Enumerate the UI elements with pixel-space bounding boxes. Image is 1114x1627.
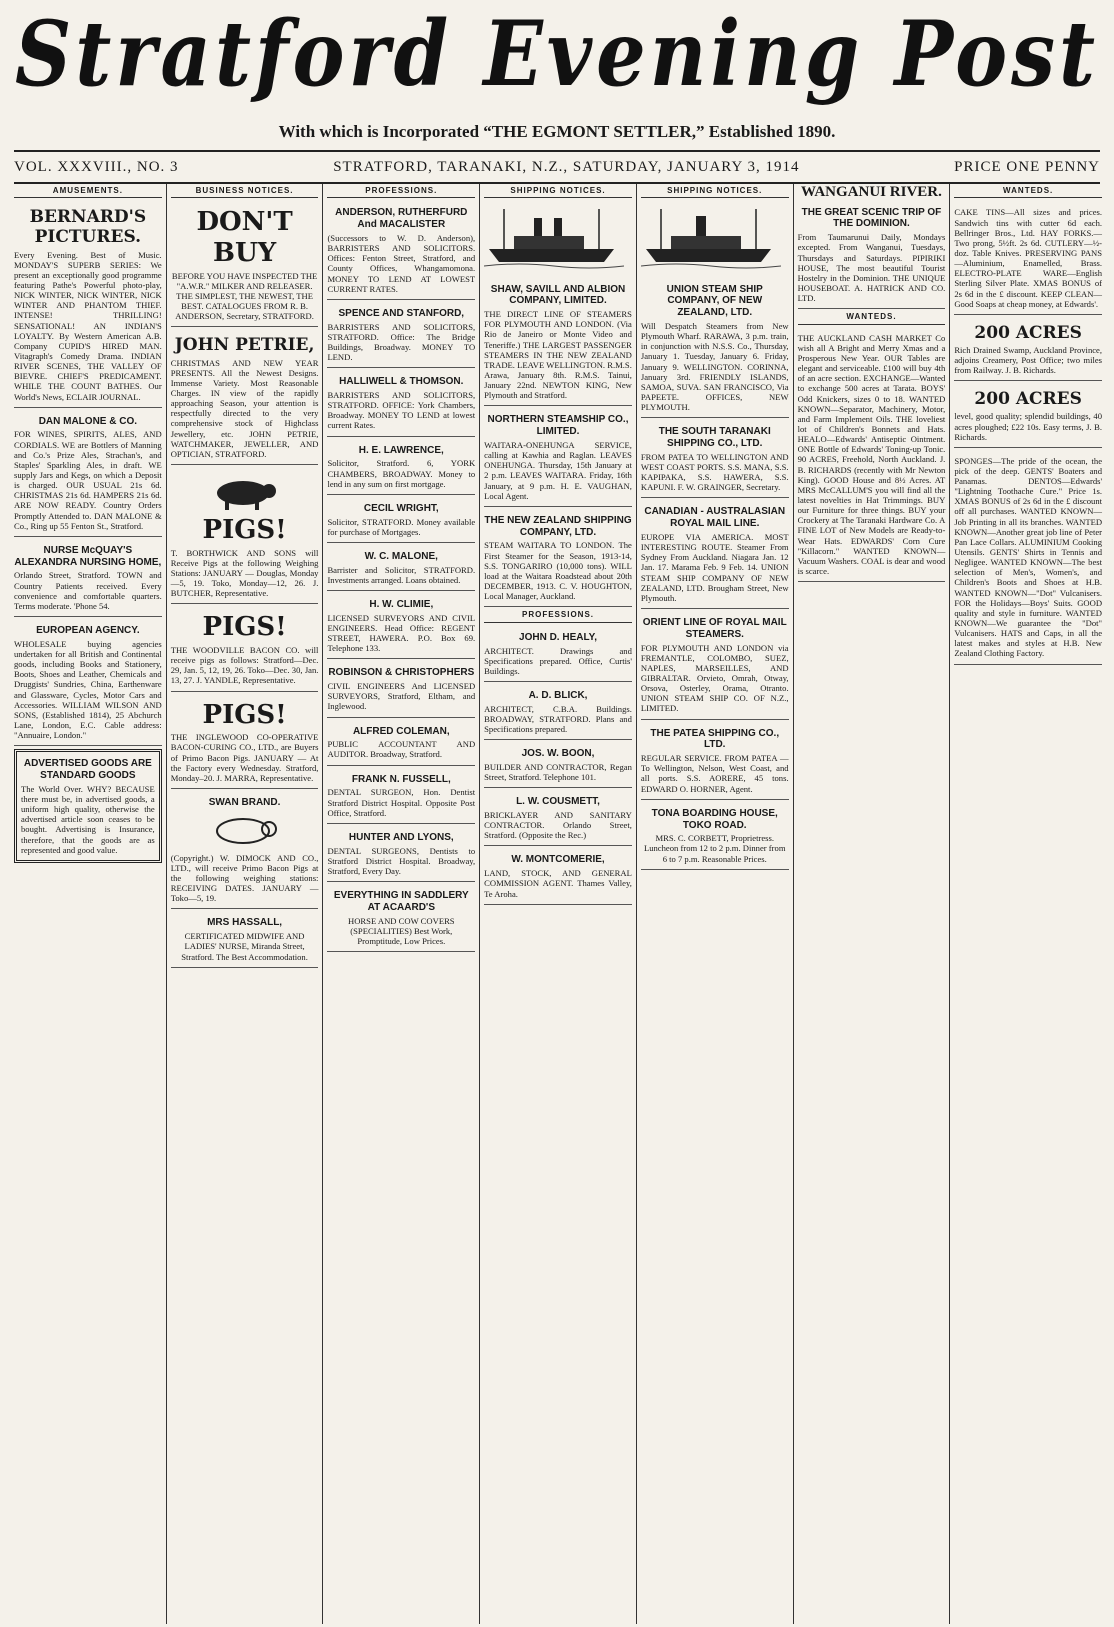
volume-number: VOL. XXXVIII., NO. 3 [14, 158, 179, 175]
advert [484, 743, 632, 788]
advert-body: BEFORE YOU HAVE INSPECTED THE "A.W.R." MILKER AND RELEASER. THE SIMPLEST, THE NEWEST, THE BEST. CATALOGUES FROM R. B. ANDERSON, Secretary, STRATFORD. [171, 270, 318, 322]
advert [327, 594, 475, 659]
column-header: WANTEDS. [954, 186, 1102, 198]
advert [327, 202, 475, 299]
advert-heading: JOHN D. HEALY, [519, 631, 597, 643]
advert-heading: HUNTER AND LYONS, [348, 831, 454, 843]
advert-heading: THE GREAT SCENIC TRIP OF THE DOMINION. [801, 206, 942, 230]
column-amusements [10, 184, 167, 1624]
newspaper-title: Stratford Evening Post [14, 2, 1100, 107]
advert-heading: SWAN BRAND. [208, 796, 281, 808]
advert [641, 279, 789, 419]
advert [14, 620, 162, 746]
advert [14, 540, 162, 617]
column-header: BUSINESS NOTICES. [171, 186, 319, 198]
advert-heading: DAN MALONE & CO. [38, 415, 138, 427]
advert-body: WAITARA-ONEHUNGA SERVICE, calling at Kawhia and Raglan. LEAVES ONEHUNGA. Thursday, 15th January at 2 p.m. LEAVES WAITARA. Friday, 16th January, at 9 p.m. H. E. VAUGHAN, Local Agent. [484, 440, 632, 501]
advert-heading: UNION STEAM SHIP COMPANY, OF NEW ZEALAND, LTD. [666, 283, 763, 319]
advert [14, 411, 162, 537]
advert [171, 607, 319, 691]
advert-heading: H. E. LAWRENCE, [358, 444, 444, 456]
advert-body: THE WOODVILLE BACON CO. will receive pigs as follows: Stratford—Dec. 29, Jan. 5, 12, 19, 26. Toko—Dec. 30, Jan. 13, 27. J. YANDLE, Representative. [170, 644, 319, 686]
advert [798, 329, 946, 582]
advert [171, 202, 319, 327]
advert-heading: L. W. COUSMETT, [516, 796, 600, 808]
advert [171, 912, 319, 967]
advert [327, 769, 475, 824]
column-header: PROFESSIONS. [327, 186, 475, 198]
steamship-icon [484, 204, 624, 274]
advert-body: FOR WINES, SPIRITS, ALES, AND CORDIALS. WE are Bottlers of Manning and Co.'s Prize Ales, Strachan's, and Staples' Sparkling Ales, in draft. WE supply Jars and Kegs, on which a Deposit is charged. OUR USUAL 21s 6d. CHRISTMAS 21s 6d. HAMPERS 21s 6d. ARE NOW READY. Country Orders Promptly Attended to. DAN MALONE & Co., Ring up 55 Fenton St., Stratford. [14, 429, 162, 531]
advert-heading: ALFRED COLEMAN, [352, 725, 450, 737]
advert [327, 546, 475, 591]
advert-heading: W. C. MALONE, [364, 550, 438, 562]
advert [954, 451, 1102, 665]
advert [484, 510, 632, 607]
advert [641, 421, 789, 498]
advert-body: Solicitor, Stratford. 6, YORK CHAMBERS, BROADWAY. Money to lend in any sum on first mortgage. [327, 458, 476, 489]
advert-body: ARCHITECT. Drawings and Specifications prepared. Office, Curtis' Buildings. [484, 645, 632, 676]
advert [327, 371, 475, 436]
advert [641, 803, 789, 870]
advert-body: (Copyright.) W. DIMOCK AND CO., LTD., will receive Primo Bacon Pigs at the following weighing stations: RECEIVING DATES. JANUARY — Toko—5, 19. [170, 852, 319, 904]
advert-heading: H. W. CLIMIE, [369, 598, 434, 610]
advert [484, 849, 632, 904]
advert [954, 318, 1102, 381]
advert-heading: PIGS! [202, 612, 287, 643]
price: PRICE ONE PENNY [954, 158, 1100, 175]
advert-body: HORSE AND COW COVERS (SPECIALITIES) Best Work, Promptitude, Low Prices. [348, 915, 455, 946]
advert-heading: EVERYTHING IN SADDLERY AT ACAARD'S [333, 890, 469, 913]
advert-body: CAKE TINS—All sizes and prices. Sandwich tins with cutter 6d each. Bellringer Bros., Ltd. HAY FORKS.—Two prong, 5½ft. 2s 6d. CUTLERY—½-doz. Table Knives. PRESERVING PANS—Aluminium, Enamelled, Brass. ELECTRO-PLATE WARE—English Sterling Silver Plate. XMAS BONUS of 2s 6d in the £ discount. KEEP CLEAN—Good Soaps at cheap money, at Edwards'. [954, 207, 1103, 309]
advert [14, 202, 162, 407]
advert-body: level, good quality; splendid buildings, 40 acres ploughed; £22 10s. Easy terms, J. B. Richards. [954, 411, 1103, 442]
advert-heading: W. MONTCOMERIE, [511, 854, 605, 866]
advert-heading: A. D. BLICK, [528, 689, 588, 701]
pig-icon [205, 473, 285, 513]
advert-body: BARRISTERS AND SOLICITORS, STRATFORD. Office: The Bridge Buildings, Broadway. MONEY TO LEND. [327, 321, 476, 363]
advert-heading: JOS. W. BOON, [521, 748, 595, 760]
advert-body: FROM PATEA TO WELLINGTON AND WEST COAST PORTS. S.S. MANA, S.S. KAPIPAKA, S.S. HAWERA, S.S. KAPUNI. F. W. GRAINGER, Secretary. [640, 451, 789, 493]
advert [327, 498, 475, 543]
advert-heading: TONA BOARDING HOUSE, TOKO ROAD. [651, 807, 778, 831]
advert-heading: SHAW, SAVILL AND ALBION COMPANY, LIMITED. [490, 283, 626, 307]
column-wanganui-wanteds [794, 184, 951, 1624]
column-wanteds [950, 184, 1106, 1624]
advert-heading: CECIL WRIGHT, [363, 502, 439, 514]
columns [10, 184, 1106, 1624]
advert [327, 721, 475, 766]
advert-body: Solicitor, STRATFORD. Money available for purchase of Mortgages. [327, 516, 476, 537]
advert-body: ARCHITECT, C.B.A. Buildings. BROADWAY, STRATFORD. Plans and Specifications prepared. [484, 703, 632, 735]
column-professions [323, 184, 480, 1624]
advert-body: LICENSED SURVEYORS AND CIVIL ENGINEERS. Head Office: REGENT STREET, HAWERA. P.O. Box 69. Telephone 133. [327, 612, 476, 654]
advert [327, 885, 475, 952]
advert-body: From Taumarunui Daily, Mondays excepted. From Wanganui, Tuesdays, Thursdays and Saturdays. PIPIRIKI HOUSE, The most beautiful Tourist Hostelry in the Dominion. THE UNIQUE HOUSEBOAT. A. HATRICK AND CO. LTD. [797, 232, 946, 304]
advert-body: BARRISTERS AND SOLICITORS, STRATFORD. OFFICE: York Chambers, Broadway. MONEY TO LEND at lowest current Rates. [327, 390, 476, 431]
pig-icon [205, 811, 285, 851]
column-header: SHIPPING NOTICES. [641, 186, 789, 198]
advert [484, 685, 632, 740]
advert-body: Rich Drained Swamp, Auckland Province, adjoins Creamery, Post Office; two miles from Railway. J. B. Richards. [954, 344, 1103, 376]
advert-body: EUROPE VIA AMERICA. MOST INTERESTING ROUTE. Steamer From Sydney From Auckland. Niagara Jan. 12 Jan. 17. Marama Feb. 9 Feb. 14. UNION STEAM SHIP COMPANY OF NEW ZEALAND, LTD. Brougham Street, New Plymouth. [640, 531, 789, 603]
advert-body: THE DIRECT LINE OF STEAMERS FOR PLYMOUTH AND LONDON. (Via Rio de Janeiro or Monte Video and Teneriffe.) THE LARGEST PASSENGER STEAMERS IN THE NEW ZEALAND TRADE. LEAVE WELLINGTON. R.M.S. Arawa, January 8th. R.M.S. Tainui, January 22nd. NEWTON KING, New Plymouth and Stratford. [484, 309, 632, 401]
advert-heading: ADVERTISED GOODS ARE STANDARD GOODS [23, 758, 152, 781]
advert-heading: ORIENT LINE OF ROYAL MAIL STEAMERS. [642, 616, 787, 640]
advert-heading: JOHN PETRIE, [174, 335, 315, 356]
place-date: STRATFORD, TARANAKI, N.Z., SATURDAY, JANUARY 3, 1914 [333, 158, 800, 175]
advert-body: BUILDER AND CONTRACTOR, Regan Street, Stratford. Telephone 101. [484, 761, 632, 783]
advert-body: CHRISTMAS AND NEW YEAR PRESENTS. All the Newest Designs. Immense Variety. Most Reasonable Charges. IN view of the rapidly approaching Season, your attention is respectfully directed to the very comprehensive stock of Highclass Jewellery, etc. JOHN PETRIE, WATCHMAKER, JEWELLER, AND OPTICIAN, STRATFORD. [170, 357, 319, 459]
advert-body: THE AUCKLAND CASH MARKET Co wish all A Bright and Merry Xmas and a Prosperous New Year. OUR Tables are elegant and serviceable. £100 will buy 4th of an acre section. EXCHANGE—Wanted to exchange 500 acres at Tarata. BOYS' Odd Knickers, sizes 0 to 18. WANTED KNOWN—Separator, Machinery, Motor, and Farm Implement Oils. THE loveliest lot of Children's Bonnets and Hats. HEALO—Edwards' Antiseptic Ointment. ONE Bottle of Edwards' Toning-up Tonic. 90 ACRES, Freehold, North Auckland. J. B. RICHARDS (recently with Mr Newton King). GOOD House and 8½ Acres. AT MRS McCALLUM'S you will find all the latest novelties in Hat Trimmings. BUY our Furniture for three things. BUY your Crockery at The Taranaki Hardware Co. A FINE LOT of New Models are Ready-to-Wear Hats. EDWARDS' Corn Cure "Killacorn." WANTED KNOWN—Vacuum Washers. COAL is dear and wood is scarce. [797, 332, 946, 576]
advert-body: SPONGES—The pride of the ocean, the pick of the deep. GENTS' Boaters and Panamas. DENTOS—Edwards' "Lightning Toothache Cure." Price 1s. XMAS BONUS of 2s 6d in the £ discount off all purchases. WANTED KNOWN—Job Printing in all its branches. WANTED KNOWN—Another great job line of Peter Pan Lace Collars. ALUMINIUM Cooking Utensils. GENTS' Shirts in Tennis and Negligee. WANTED KNOWN—The best selection of Men's, Women's, and Children's Boots and Shoes at H.B. WANTED KNOWN—"Dot" Vulcanisers. FOR the Holidays—Boys' Suits. GOOD quality and style in furniture. WANTED KNOWN—We guarantee the "Dot" Vulcanisers. HATS and Caps, in all the latest makes and styles at H.B. New Zealand Clothing Factory. [954, 455, 1103, 659]
advert [327, 303, 475, 368]
section-header: PROFESSIONS. [484, 610, 632, 622]
advert-heading: MRS HASSALL, [207, 917, 283, 929]
advert-heading: THE NEW ZEALAND SHIPPING COMPANY, LTD. [484, 514, 632, 538]
advert [327, 440, 475, 495]
advert-heading: SPENCE AND STANFORD, [338, 307, 465, 319]
advert-heading: THE SOUTH TARANAKI SHIPPING CO., LTD. [658, 426, 771, 450]
advert-heading: EUROPEAN AGENCY. [36, 625, 140, 636]
masthead-subtitle: With which is Incorporated “THE EGMONT SETTLER,” Established 1890. [278, 122, 836, 141]
column-header: AMUSEMENTS. [14, 186, 162, 198]
advert-heading: PIGS! [202, 699, 287, 730]
advert-heading: HALLIWELL & THOMSON. [339, 376, 464, 388]
advert-body: MRS. C. CORBETT, Proprietress. Luncheon from 12 to 2 p.m. Dinner from 6 to 7 p.m. Reasonable Prices. [643, 833, 786, 864]
advert [798, 202, 946, 310]
advert [171, 468, 319, 604]
advert-body: STEAM WAITARA TO LONDON. The First Steamer for the Season, 1913-14, S.S. TONGARIRO (10,000 tons). WILL load at the Waitara Roadstead about 20th DECEMBER, 1913. C. V. HOUGHTON, Local Manager, Auckland. [484, 540, 632, 602]
dateline [14, 150, 1100, 184]
advert [641, 612, 789, 720]
advert-body: WHOLESALE buying agencies undertaken for all British and Continental goods, including Books and Stationery, Boots, Shoes and Leather, Chemicals and Druggists' Sundries, China, Earthenware and Glassware, Cycles, Motor Cars and Accessories. WILLIAM WILSON AND SONS, (Established 1814), 25 Abchurch Lane, London, E.C. Cable address: "Annuaire, London." [14, 638, 162, 741]
advert-heading: 200 ACRES [974, 389, 1082, 410]
advert [171, 695, 319, 789]
advert-body: CIVIL ENGINEERS And LICENSED SURVEYORS, Stratford, Eltham, and Inglewood. [327, 681, 476, 712]
advert-heading: ROBINSON & CHRISTOPHERS [328, 667, 475, 679]
advert-body: Every Evening. Best of Music. MONDAY'S SUPERB SERIES: We present an exceptionally good programme featuring Pathe's Powerful photo-play, NICK WINTER, NICK WINTER, NICK WINTER AND PHANTOM THIEF. INTENSE! THRILLING! SENSATIONAL! AN INDIAN'S LOYALTY. By Western American A.B. Company CUPID'S HIRED MAN. Vitagraph's Comedy Drama. INDIAN RIVER SCENES, THE VALLEY OF BIEVRE. CHIEF'S PREDICAMENT. WHILE THE COUNT BATHES. Our World's News, ECLAIR JOURNAL. [14, 249, 162, 402]
advert-heading: 200 ACRES [974, 322, 1082, 343]
advert [171, 792, 319, 910]
masthead [0, 0, 1114, 125]
advert [484, 409, 632, 506]
advert [641, 723, 789, 800]
advert-heading: PIGS! [202, 514, 287, 545]
advert-body: LAND, STOCK, AND GENERAL COMMISSION AGENT. Thames Valley, Te Aroha. [484, 868, 632, 899]
advert-heading: NORTHERN STEAMSHIP CO., LIMITED. [487, 414, 629, 438]
advert-body: Orlando Street, Stratford. TOWN and Country Patients received. Every convenience and comfortable quarters. Terms moderate. 'Phone 54. [14, 570, 162, 611]
advert-body: T. BORTHWICK AND SONS will Receive Pigs at the following Weighing Stations: JANUARY — Douglas, Monday—5, 19. Toko, Monday—12, 26. J. BUTCHER, Representative. [170, 547, 319, 599]
advert-body: PUBLIC ACCOUNTANT AND AUDITOR. Broadway, Stratford. [327, 739, 476, 760]
advert-heading: ANDERSON, RUTHERFURD And MACALISTER [335, 207, 468, 231]
advert-body: DENTAL SURGEON, Hon. Dentist Stratford District Hospital. Opposite Post Office, Stratford. [327, 787, 476, 818]
advert-body: BRICKLAYER AND SANITARY CONTRACTOR. Orlando Street, Stratford. (Opposite the Rec.) [484, 810, 632, 841]
column-shipping-1 [480, 184, 637, 1624]
advert-body: (Successors to W. D. Anderson), BARRISTERS AND SOLICITORS. Offices: Fenton Street, Stratford, and County Offices, Whangamomona. MONEY TO LEND AT LOWEST CURRENT RATES. [327, 233, 476, 294]
column-header: WANGANUI RIVER. [801, 184, 942, 200]
advert-heading: FRANK N. FUSSELL, [351, 773, 451, 785]
steamship-icon [641, 204, 781, 274]
advert-body: CERTIFICATED MIDWIFE AND LADIES' NURSE, Miranda Street, Stratford. The Best Accommodation. [181, 931, 308, 962]
advert [484, 279, 632, 407]
section-header: WANTEDS. [798, 312, 946, 324]
advert [641, 501, 789, 609]
column-business-notices [167, 184, 324, 1624]
advert-body: DENTAL SURGEONS, Dentists to Stratford District Hospital. Broadway, Stratford, Every Day. [327, 845, 476, 876]
advert-body: THE INGLEWOOD CO-OPERATIVE BACON-CURING CO., LTD., are Buyers of Primo Bacon Pigs. JANUARY — At the Factory every Wednesday. Stratford, Monday–20. J. MARRA, Representative. [170, 732, 319, 783]
advert-body: REGULAR SERVICE. FROM PATEA — To Wellington, Nelson, West Coast, and all ports. S.S. AORERE, 45 tons. EDWARD O. HORNER, Agent. [640, 753, 789, 794]
advert [327, 662, 475, 717]
column-shipping-2 [637, 184, 794, 1624]
advert-boxed [14, 749, 162, 863]
advert-heading: DON'T BUY [196, 207, 293, 269]
advert-body: The World Over. WHY? BECAUSE there must be, in advertised goods, a uniform high quality, otherwise the advertised article soon ceases to be bought. Advertising is Insurance, therefore, that the goods are as represented and good value. [21, 783, 155, 855]
advert-body: FOR PLYMOUTH AND LONDON via FREMANTLE, COLOMBO, SUEZ, NAPLES, MARSEILLES, AND GIBRALTAR. Orvieto, Omrah, Otway, Orsova, Osterley, Orama, Otranto. UNION STEAM SHIP CO. OF N.Z., LIMITED. [640, 642, 789, 714]
advert-heading: BERNARD'S PICTURES. [29, 207, 147, 248]
advert [171, 330, 319, 464]
advert-heading: THE PATEA SHIPPING CO., LTD. [650, 727, 780, 751]
advert [484, 791, 632, 846]
advert [484, 627, 632, 682]
advert-heading: NURSE McQUAY'S ALEXANDRA NURSING HOME, [14, 544, 162, 568]
advert-body: Barrister and Solicitor, STRATFORD. Investments arranged. Loans obtained. [327, 564, 476, 585]
advert-body: Will Despatch Steamers from New Plymouth Wharf. RARAWA, 3 p.m. train, in conjunction with N.S.S. Co., Thursday, January 1. Tuesday, January 6. Friday, January 9. WELLINGTON. CORINNA, January 3rd. FRIENDLY ISLANDS, SAMOA, SUVA. SAN FRANCISCO, Via PAPEETE. OFFICES, NEW PLYMOUTH. [640, 320, 789, 413]
column-header: SHIPPING NOTICES. [484, 186, 632, 198]
advert [327, 827, 475, 882]
advert [954, 202, 1102, 314]
advert-heading: CANADIAN - AUSTRALASIAN ROYAL MAIL LINE. [644, 506, 786, 530]
advert [954, 384, 1102, 447]
